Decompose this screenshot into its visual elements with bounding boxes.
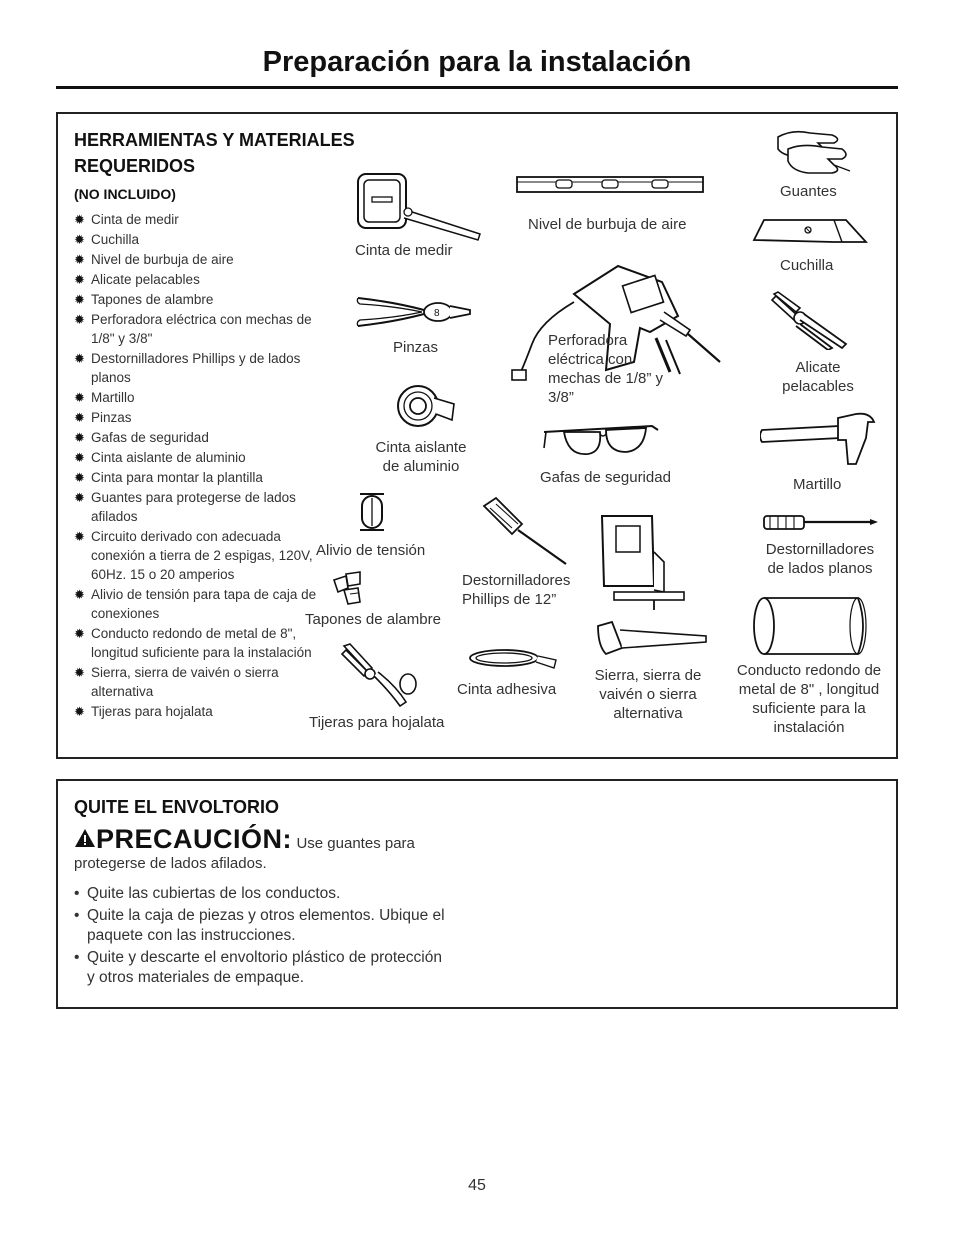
safety-glasses-icon bbox=[542, 422, 660, 460]
star-bullet-icon: ✹ bbox=[74, 529, 85, 544]
list-item: ✹ Cinta aislante de aluminio bbox=[74, 450, 246, 465]
list-item: ✹ Nivel de burbuja de aire bbox=[74, 252, 234, 267]
strain-relief-icon bbox=[356, 490, 388, 534]
list-item: ✹ Pinzas bbox=[74, 410, 132, 425]
bullet-dot-icon: • bbox=[74, 949, 80, 966]
star-bullet-icon: ✹ bbox=[74, 232, 85, 247]
star-bullet-icon: ✹ bbox=[74, 351, 85, 366]
duct-tape-icon bbox=[468, 646, 558, 670]
label-gloves: Guantes bbox=[780, 183, 837, 200]
star-bullet-icon: ✹ bbox=[74, 450, 85, 465]
tools-heading-line2: REQUERIDOS bbox=[74, 156, 196, 176]
star-bullet-icon: ✹ bbox=[74, 665, 85, 680]
svg-text:8: 8 bbox=[434, 308, 440, 319]
star-bullet-icon: ✹ bbox=[74, 272, 85, 287]
list-item: ✹ Tijeras para hojalata bbox=[74, 704, 213, 719]
label-flat-screwdriver: Destornilladores de lados planos bbox=[765, 541, 875, 577]
label-level: Nivel de burbuja de aire bbox=[528, 216, 687, 233]
caution-word: PRECAUCIÓN: bbox=[96, 824, 293, 854]
star-bullet-icon: ✹ bbox=[74, 490, 85, 505]
list-item: • Quite y descarte el envoltorio plástico de protección y otros materiales de empaque. bbox=[74, 949, 442, 986]
label-wire-nuts: Tapones de alambre bbox=[305, 611, 441, 628]
list-item: ✹ Alivio de tensión para tapa de caja de conexiones bbox=[74, 587, 317, 621]
label-pliers: Pinzas bbox=[393, 339, 439, 356]
star-bullet-icon: ✹ bbox=[74, 704, 85, 719]
star-bullet-icon: ✹ bbox=[74, 410, 85, 425]
list-item: ✹ Perforadora eléctrica con mechas de 1/8" y 3/8" bbox=[74, 312, 312, 346]
label-drill: Perforadora eléctrica con mechas de 1/8” y 3/8” bbox=[548, 332, 664, 406]
tools-heading-line1: HERRAMIENTAS Y MATERIALES bbox=[74, 130, 355, 150]
phillips-screwdriver-icon bbox=[478, 496, 572, 568]
list-item: ✹ Martillo bbox=[74, 390, 135, 405]
star-bullet-icon: ✹ bbox=[74, 626, 85, 641]
required-list bbox=[74, 210, 324, 722]
tape-measure-icon bbox=[352, 170, 492, 242]
star-bullet-icon: ✹ bbox=[74, 312, 85, 327]
list-item: ✹ Sierra, sierra de vaivén o sierra alternativa bbox=[74, 665, 279, 699]
gloves-icon bbox=[772, 127, 854, 177]
list-item: ✹ Cinta para montar la plantilla bbox=[74, 470, 263, 485]
label-hammer: Martillo bbox=[793, 476, 842, 493]
star-bullet-icon: ✹ bbox=[74, 252, 85, 267]
tin-snips-icon bbox=[340, 642, 420, 708]
utility-knife-icon bbox=[750, 214, 868, 246]
caution-text-2: protegerse de lados afilados. bbox=[74, 855, 267, 872]
label-knife: Cuchilla bbox=[780, 257, 834, 274]
list-item: • Quite la caja de piezas y otros elementos. Ubique el paquete con las instrucciones. bbox=[74, 907, 445, 944]
star-bullet-icon: ✹ bbox=[74, 430, 85, 445]
label-foil-tape: Cinta aislante de aluminio bbox=[375, 439, 467, 475]
label-phillips: Destornilladores Phillips de 12” bbox=[462, 572, 571, 608]
star-bullet-icon: ✹ bbox=[74, 292, 85, 307]
unwrap-steps bbox=[74, 884, 454, 990]
list-item: ✹ Cinta de medir bbox=[74, 212, 179, 227]
warning-triangle-icon bbox=[74, 827, 96, 849]
list-item: ✹ Tapones de alambre bbox=[74, 292, 214, 307]
label-safety-glasses: Gafas de seguridad bbox=[540, 469, 671, 486]
star-bullet-icon: ✹ bbox=[74, 390, 85, 405]
wire-stripper-icon bbox=[770, 290, 850, 350]
flat-screwdriver-icon bbox=[762, 512, 880, 532]
caution-block bbox=[74, 824, 454, 872]
list-item: ✹ Conducto redondo de metal de 8", longitud suficiente para la instalación bbox=[74, 626, 312, 660]
label-wire-stripper: Alicate pelacables bbox=[782, 359, 854, 395]
label-round-duct: Conducto redondo de metal de 8" , longitud suficiente para la instalación bbox=[736, 662, 882, 736]
label-snips: Tijeras para hojalata bbox=[309, 714, 445, 731]
foil-tape-icon bbox=[394, 380, 458, 428]
label-strain-relief: Alivio de tensión bbox=[316, 542, 426, 559]
star-bullet-icon: ✹ bbox=[74, 470, 85, 485]
list-item: ✹ Destornilladores Phillips y de lados planos bbox=[74, 351, 301, 385]
list-item: ✹ Cuchilla bbox=[74, 232, 140, 247]
label-duct-tape: Cinta adhesiva bbox=[457, 681, 557, 698]
level-icon bbox=[516, 174, 704, 196]
list-item: ✹ Circuito derivado con adecuada conexión a tierra de 2 espigas, 120V, 60Hz. 15 o 20 amperios bbox=[74, 529, 313, 582]
star-bullet-icon: ✹ bbox=[74, 212, 85, 227]
star-bullet-icon: ✹ bbox=[74, 587, 85, 602]
wire-nuts-icon bbox=[330, 570, 370, 608]
list-item: ✹ Gafas de seguridad bbox=[74, 430, 209, 445]
hammer-icon bbox=[760, 408, 878, 466]
page-number: 45 bbox=[468, 1177, 486, 1194]
title-rule bbox=[56, 86, 898, 89]
list-item: ✹ Guantes para protegerse de lados afilados bbox=[74, 490, 296, 524]
caution-text-1: Use guantes para bbox=[296, 835, 415, 852]
unwrap-heading: QUITE EL ENVOLTORIO bbox=[74, 797, 280, 817]
list-item: ✹ Alicate pelacables bbox=[74, 272, 200, 287]
tools-subheading: (NO INCLUIDO) bbox=[74, 186, 176, 202]
jig-saw-icon bbox=[594, 512, 690, 610]
hand-saw-icon bbox=[594, 620, 708, 656]
pliers-icon bbox=[354, 292, 472, 332]
label-saw: Sierra, sierra de vaivén o sierra alternativa bbox=[594, 667, 702, 722]
bullet-dot-icon: • bbox=[74, 907, 80, 924]
bullet-dot-icon: • bbox=[74, 885, 80, 902]
label-tape-measure: Cinta de medir bbox=[355, 242, 453, 259]
list-item: • Quite las cubiertas de los conductos. bbox=[74, 885, 341, 902]
page-title: Preparación para la instalación bbox=[262, 46, 692, 78]
tools-heading bbox=[74, 127, 355, 179]
round-duct-icon bbox=[752, 594, 870, 658]
